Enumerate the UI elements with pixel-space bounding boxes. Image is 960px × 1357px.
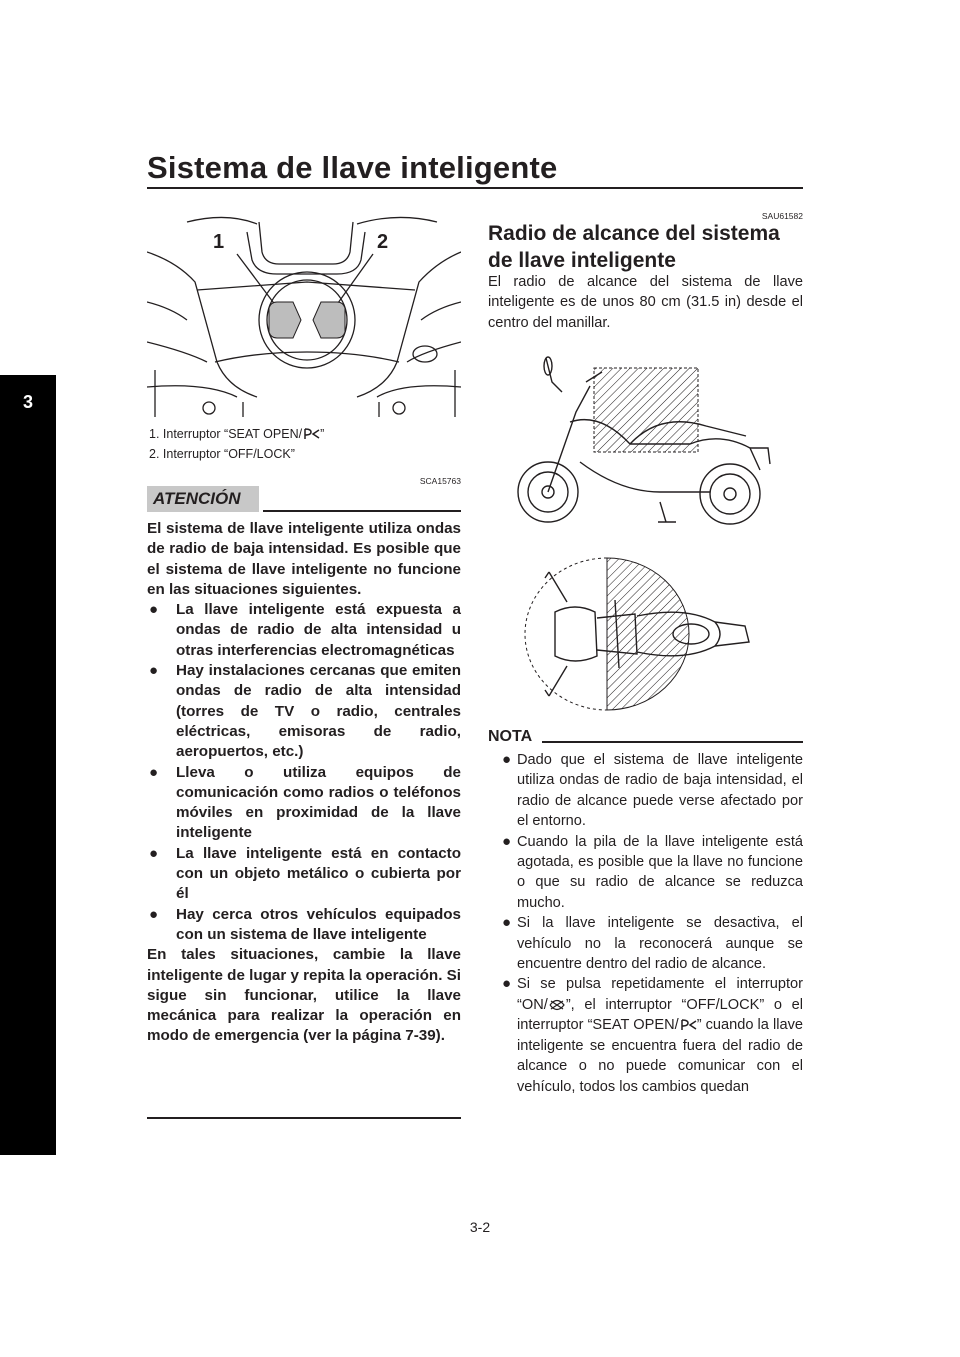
nota-label: NOTA	[488, 728, 533, 745]
list-item: ● La llave inteligente está en contacto con un objeto metálico o cubierta por él	[149, 844, 461, 903]
range-top-view-illustration	[515, 552, 780, 712]
figure-caption-1: 1. Interruptor “SEAT OPEN/ ”	[149, 427, 325, 441]
bullet-icon: ●	[149, 844, 159, 862]
attention-rule	[263, 510, 461, 512]
nota-rule	[542, 741, 803, 743]
callout-1: 1	[213, 231, 225, 253]
attention-body	[147, 519, 461, 1047]
list-item: ● Si se pulsa repetidamente el interruptor “ON/ ”, el interruptor “OFF/LOCK” o el interruptor “SEAT OPEN/ ” cuando la llave inteligente se encuentra fuera del radio de alcance o no puede comunicar con el vehículo, todos los cambios quedan	[502, 975, 803, 1095]
chapter-number: 3	[22, 392, 33, 412]
page-number: 3-2	[469, 1219, 491, 1235]
seat-open-icon	[302, 427, 320, 441]
seat-open-icon	[679, 1018, 697, 1032]
list-item: ● La llave inteligente está expuesta a ondas de radio de alta intensidad u otras interferencias electromagnéticas	[149, 601, 461, 659]
bullet-icon: ●	[149, 763, 159, 781]
list-item: ● Cuando la pila de la llave inteligente está agotada, es posible que la llave no funcione o que su radio de alcance se reduzca mucho.	[502, 832, 803, 911]
section-heading: Radio de alcance del sistema de llave inteligente	[488, 222, 780, 272]
page-title: Sistema de llave inteligente	[147, 150, 558, 185]
range-side-view-illustration	[510, 352, 780, 530]
callout-2: 2	[377, 231, 389, 253]
list-item: ● Si la llave inteligente se desactiva, el vehículo no la reconocerá aunque se encuentre dentro del radio de alcance.	[502, 914, 803, 973]
bullet-icon: ●	[149, 601, 159, 619]
bullet-icon: ●	[502, 975, 512, 993]
attention-intro: El sistema de llave inteligente utiliza ondas de radio de baja intensidad. Es posible que el sistema de llave inteligente no funcione en las situaciones siguientes.	[147, 520, 461, 598]
nota-list	[488, 750, 803, 1097]
section-code: SAU61582	[761, 211, 803, 221]
nota-body	[488, 750, 803, 1097]
attention-outro: En tales situaciones, cambie la llave inteligente de lugar y repita la operación. Si sigue sin funcionar, utilice la llave mecánica para realizar la operación en modo de emergencia (ver la página 7-39).	[147, 946, 461, 1045]
bullet-icon: ●	[502, 832, 512, 850]
figure-caption-2: 2. Interruptor “OFF/LOCK”	[149, 447, 295, 461]
chapter-tab	[0, 375, 56, 1155]
figure-code: SCA15763	[419, 476, 461, 486]
list-item: ● Hay cerca otros vehículos equipados con un sistema de llave inteligente	[149, 905, 461, 943]
bullet-icon: ●	[149, 662, 159, 680]
list-item: ● Hay instalaciones cercanas que emiten ondas de radio de alta intensidad (torres de TV o radio, centrales eléctricas, emisoras de radio, aeropuertos, etc.)	[149, 662, 461, 761]
list-item: ● Lleva o utiliza equipos de comunicación como radios o teléfonos móviles en proximidad de la llave inteligente	[149, 763, 461, 842]
section-body: El radio de alcance del sistema de llave inteligente es de unos 80 cm (31.5 in) desde el centro del manillar.	[488, 274, 803, 331]
attention-label: ATENCIÓN	[147, 486, 259, 512]
switch-panel-illustration	[147, 212, 461, 422]
bullet-icon: ●	[502, 751, 512, 768]
attention-list	[147, 600, 461, 945]
smart-key-signal-icon	[548, 998, 566, 1012]
bullet-icon: ●	[149, 905, 159, 923]
list-item: ● Dado que el sistema de llave inteligente utiliza ondas de radio de baja intensidad, el radio de alcance puede verse afectado por el entorno.	[502, 751, 803, 830]
bullet-icon: ●	[502, 914, 512, 932]
title-rule	[147, 187, 803, 189]
attention-bottom-rule	[147, 1117, 461, 1119]
